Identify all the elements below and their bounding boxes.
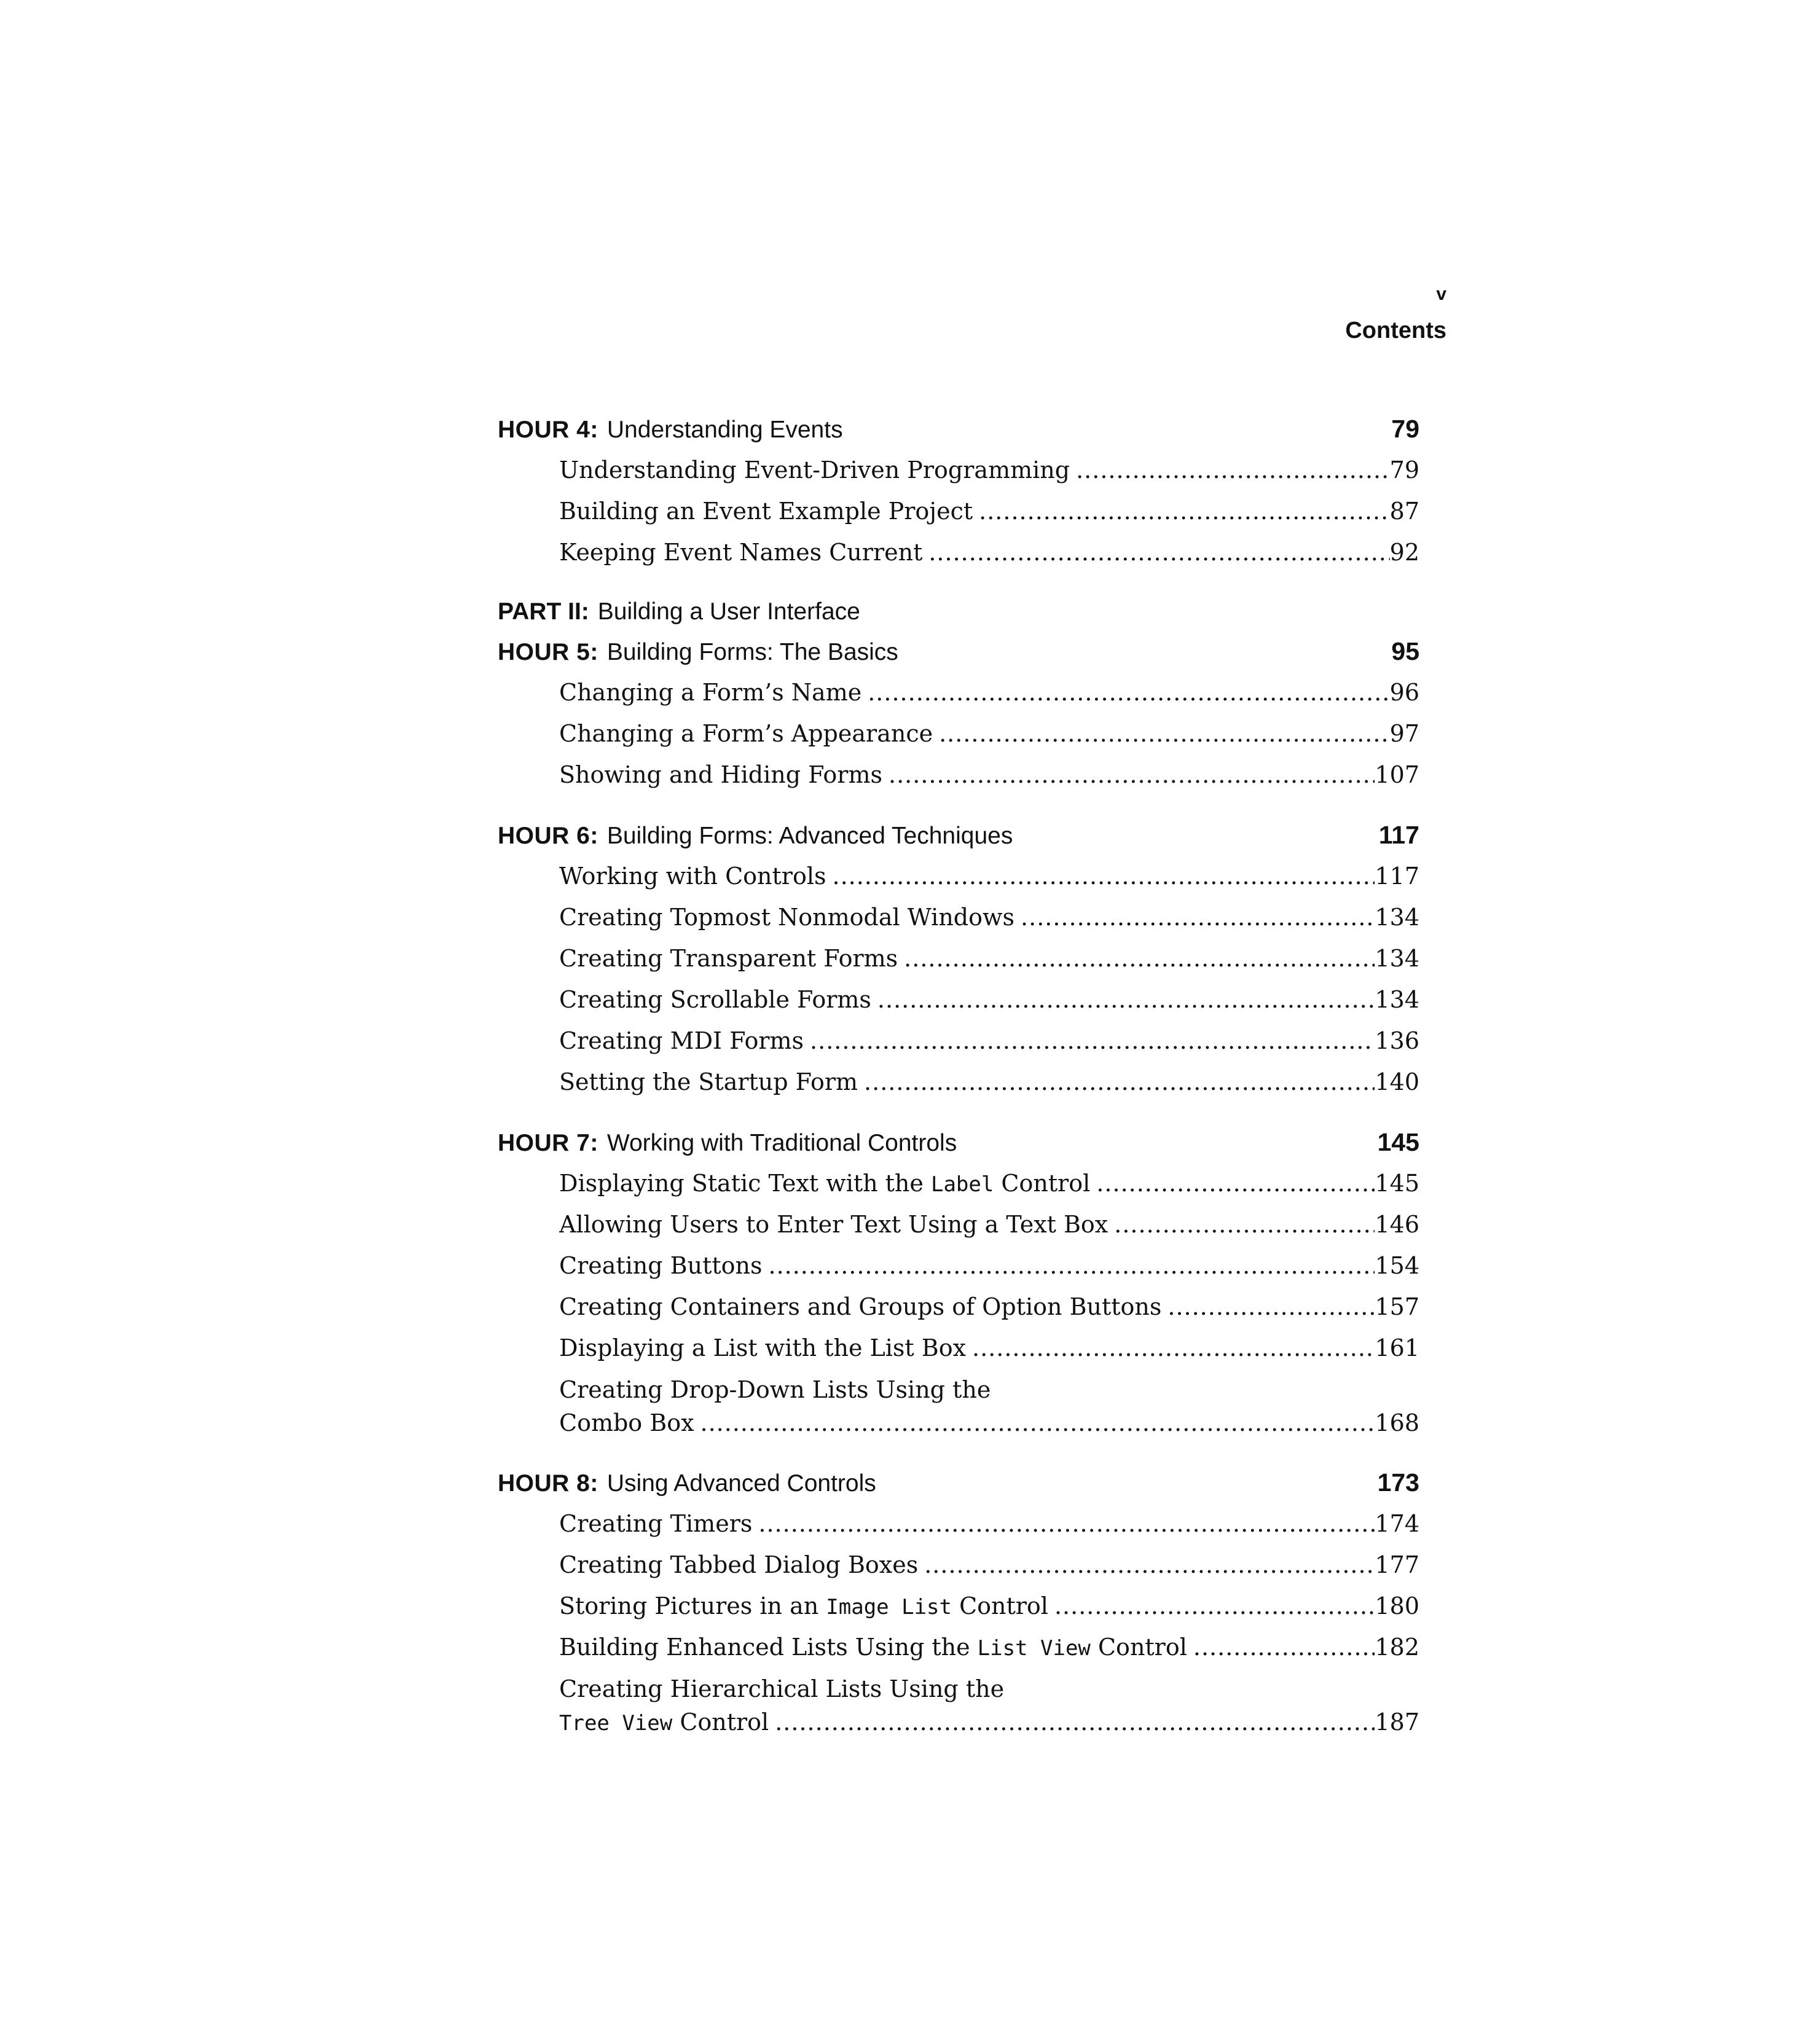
table-of-contents [498, 409, 1419, 1744]
entry-page-number: 180 [1375, 1592, 1419, 1619]
hour-title: Using Advanced Controls [606, 1470, 876, 1497]
toc-entry[interactable] [559, 897, 1419, 938]
entry-page-number: 117 [1375, 863, 1419, 890]
toc-entry[interactable] [559, 754, 1419, 796]
hour-8-heading[interactable] [498, 1462, 1419, 1503]
dot-leader [889, 754, 1375, 796]
dot-leader [768, 1245, 1375, 1286]
entry-page-number: 136 [1375, 1027, 1419, 1054]
entry-page-number: 182 [1375, 1634, 1419, 1661]
entry-title-text: Control [672, 1709, 769, 1736]
dot-leader [1054, 1586, 1375, 1627]
dot-leader [924, 1545, 1375, 1586]
toc-entry[interactable] [559, 1545, 1419, 1586]
code-term: Label [930, 1172, 994, 1197]
toc-entry[interactable] [559, 450, 1419, 491]
entry-page-number: 157 [1375, 1293, 1419, 1320]
toc-entry[interactable] [559, 672, 1419, 713]
entry-title: Displaying a List with the List Box [559, 1334, 967, 1361]
hour-4-heading[interactable] [498, 409, 1419, 450]
dot-leader [1193, 1627, 1375, 1668]
entry-page-number: 168 [1375, 1409, 1419, 1436]
entry-title: Creating Timers [559, 1510, 753, 1537]
entry-page-number: 146 [1375, 1211, 1419, 1238]
entry-page-number: 177 [1375, 1551, 1419, 1578]
toc-entry[interactable] [559, 1163, 1419, 1204]
toc-entry[interactable] [559, 979, 1419, 1020]
hour-title: Building Forms: The Basics [606, 639, 898, 665]
hour-page-number: 173 [1377, 1468, 1419, 1497]
entry-page-number: 134 [1375, 945, 1419, 972]
entry-page-number: 79 [1389, 456, 1419, 484]
dot-leader [864, 1062, 1375, 1103]
entry-title: Creating Buttons [559, 1252, 763, 1279]
dot-leader [928, 532, 1389, 573]
hour-4-section [498, 409, 1419, 573]
entry-title: Setting the Startup Form [559, 1068, 858, 1095]
dot-leader [979, 491, 1390, 532]
hour-page-number: 95 [1391, 637, 1419, 665]
entry-page-number: 145 [1375, 1170, 1419, 1197]
hour-label: HOUR 6: [498, 823, 598, 849]
entry-page-number: 97 [1389, 720, 1419, 747]
hour-label: HOUR 8: [498, 1470, 598, 1497]
hour-5-section [498, 631, 1419, 796]
dot-leader [1021, 897, 1375, 938]
dot-leader [1114, 1204, 1375, 1245]
entry-title-text: Control [1090, 1634, 1187, 1661]
hour-page-number: 117 [1378, 821, 1419, 849]
toc-entry[interactable] [559, 1286, 1419, 1328]
entry-title: Changing a Form’s Name [559, 679, 862, 706]
dot-leader [810, 1020, 1375, 1062]
toc-entry[interactable] [559, 713, 1419, 754]
entry-title: Showing and Hiding Forms [559, 761, 882, 788]
entry-page-number: 140 [1375, 1068, 1419, 1095]
entry-title-line-2-row [559, 1705, 1419, 1744]
entry-title-line-2-row [559, 1406, 1419, 1443]
hour-label: HOUR 5: [498, 639, 598, 665]
entry-title-text: Control [994, 1170, 1091, 1197]
entry-title: Allowing Users to Enter Text Using a Text Box [559, 1211, 1108, 1238]
entry-title-line-2: Combo Box [559, 1409, 694, 1436]
entry-title: Understanding Event-Driven Programming [559, 456, 1070, 484]
entry-title: Creating Topmost Nonmodal Windows [559, 904, 1015, 931]
dot-leader [877, 979, 1375, 1020]
entry-title: Creating Transparent Forms [559, 945, 898, 972]
entry-page-number: 161 [1375, 1334, 1419, 1361]
hour-7-section [498, 1122, 1419, 1443]
entry-page-number: 107 [1375, 761, 1419, 788]
hour-8-section [498, 1462, 1419, 1744]
toc-entry[interactable] [559, 938, 1419, 979]
toc-entry[interactable] [559, 1369, 1419, 1443]
hour-label: HOUR 7: [498, 1130, 598, 1156]
entry-page-number: 134 [1375, 904, 1419, 931]
entry-title: Creating Containers and Groups of Option Buttons [559, 1293, 1162, 1320]
dot-leader [1096, 1163, 1375, 1204]
code-term: List View [977, 1636, 1091, 1661]
page-number: v [1436, 284, 1446, 304]
entry-title [559, 1627, 1193, 1668]
entry-title: Creating Scrollable Forms [559, 986, 871, 1013]
hour-title: Building Forms: Advanced Techniques [606, 823, 1013, 849]
toc-entry[interactable] [559, 532, 1419, 573]
entry-page-number: 134 [1375, 986, 1419, 1013]
running-head [1345, 280, 1446, 352]
entry-title: Creating MDI Forms [559, 1027, 804, 1054]
toc-entry[interactable] [559, 1020, 1419, 1062]
entry-title-line-1: Creating Hierarchical Lists Using the [559, 1675, 1005, 1702]
entry-page-number: 154 [1375, 1252, 1419, 1279]
hour-7-heading[interactable] [498, 1122, 1419, 1163]
toc-entry[interactable] [559, 856, 1419, 897]
entry-page-number: 92 [1389, 539, 1419, 566]
hour-page-number: 145 [1377, 1128, 1419, 1156]
toc-entry[interactable] [559, 1204, 1419, 1245]
hour-5-heading[interactable] [498, 631, 1419, 672]
dot-leader [700, 1406, 1375, 1439]
toc-entry[interactable] [559, 1503, 1419, 1545]
entry-title-line-2 [559, 1705, 775, 1740]
entry-title: Working with Controls [559, 863, 826, 890]
part-label: PART II: [498, 598, 589, 625]
dot-leader [832, 856, 1375, 897]
dot-leader [972, 1328, 1375, 1369]
hour-6-section [498, 815, 1419, 1103]
code-term: Tree View [559, 1711, 673, 1736]
entry-page-number: 187 [1375, 1709, 1419, 1736]
part-title: Building a User Interface [597, 598, 860, 625]
hour-title: Working with Traditional Controls [606, 1130, 957, 1156]
entry-title: Changing a Form’s Appearance [559, 720, 933, 747]
toc-entry[interactable] [559, 491, 1419, 532]
toc-entry[interactable] [559, 1586, 1419, 1627]
dot-leader [868, 672, 1389, 713]
toc-entry[interactable] [559, 1328, 1419, 1369]
entry-page-number: 174 [1375, 1510, 1419, 1537]
dot-leader [939, 713, 1390, 754]
entry-title-text: Storing Pictures in an [559, 1592, 826, 1619]
dot-leader [904, 938, 1375, 979]
dot-leader [758, 1503, 1375, 1545]
entry-title-text: Control [951, 1592, 1048, 1619]
entry-title: Keeping Event Names Current [559, 539, 923, 566]
toc-entry[interactable] [559, 1627, 1419, 1668]
toc-entry[interactable] [559, 1245, 1419, 1286]
entry-title [559, 1586, 1054, 1627]
entry-title-text: Displaying Static Text with the [559, 1170, 931, 1197]
dot-leader [775, 1705, 1375, 1739]
hour-page-number: 79 [1391, 415, 1419, 443]
dot-leader [1076, 450, 1390, 491]
hour-6-heading[interactable] [498, 815, 1419, 856]
entry-page-number: 96 [1389, 679, 1419, 706]
entry-title [559, 1163, 1096, 1204]
hour-label: HOUR 4: [498, 417, 598, 443]
toc-entry[interactable] [559, 1668, 1419, 1744]
entry-page-number: 87 [1389, 498, 1419, 525]
code-term: Image List [826, 1595, 952, 1619]
entry-title: Building an Event Example Project [559, 498, 973, 525]
part-2-section [498, 592, 1419, 631]
entry-title: Creating Tabbed Dialog Boxes [559, 1551, 919, 1578]
running-title: Contents [1345, 318, 1446, 343]
dot-leader [1167, 1286, 1375, 1328]
part-2-heading[interactable] [498, 592, 1419, 631]
entry-title-line-1: Creating Drop-Down Lists Using the [559, 1376, 991, 1403]
hour-title: Understanding Events [606, 417, 843, 443]
entry-title-text: Building Enhanced Lists Using the [559, 1634, 978, 1661]
toc-entry[interactable] [559, 1062, 1419, 1103]
